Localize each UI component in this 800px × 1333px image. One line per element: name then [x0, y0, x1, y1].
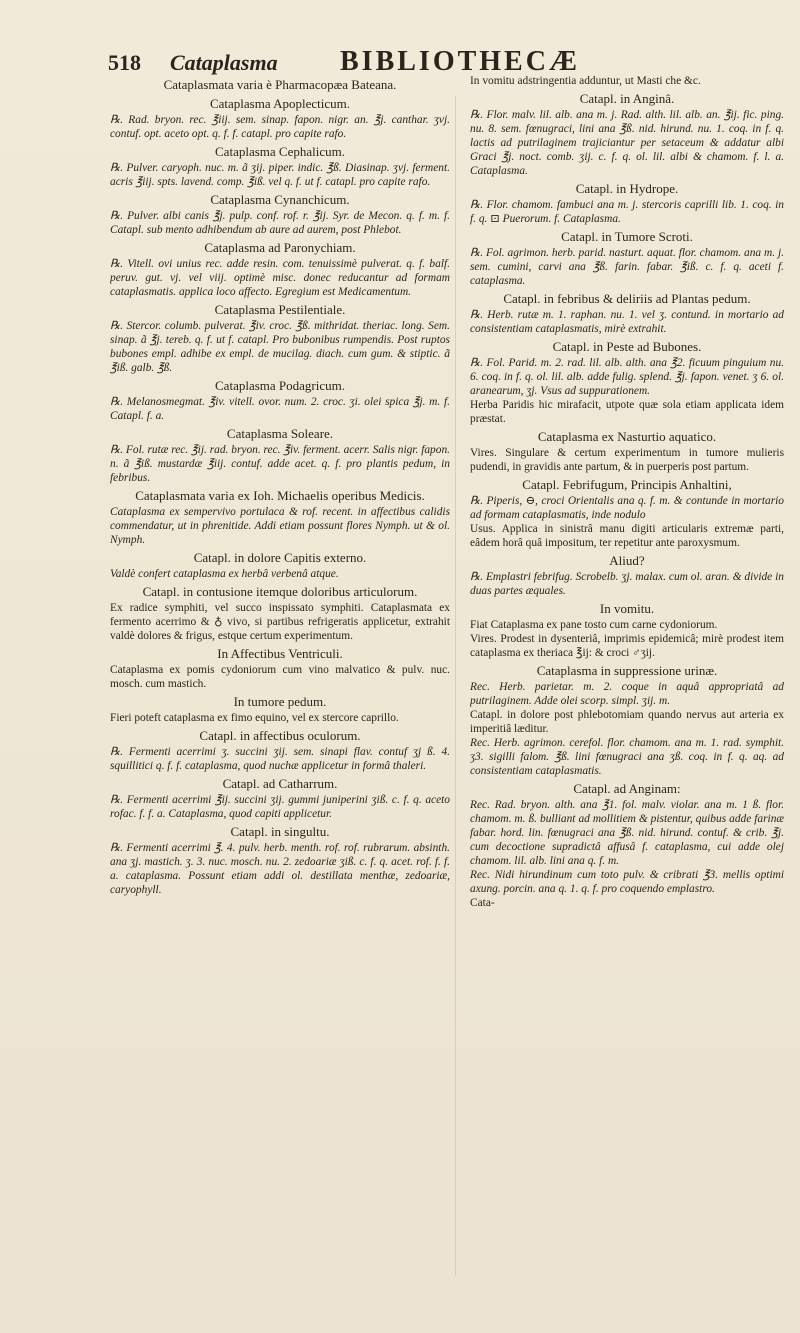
paragraph: ℞. Rad. bryon. rec. ℥iij. sem. sinap. fapon. nigr. an. ℥j. canthar. ʒvj. contuf. opt. aceto opt. q. f. f. catapl. pro capite rafo.	[110, 114, 450, 140]
page-title: BIBLIOTHECÆ	[340, 46, 580, 77]
paragraph: Fiat Cataplasma ex pane tosto cum carne cydoniorum.	[470, 619, 718, 631]
page-number: 518	[108, 50, 141, 75]
section-heading: Cataplasma Pestilentiale.	[214, 302, 346, 317]
section-heading: Aliud?	[609, 553, 645, 568]
paragraph: ℞. Pulver. caryoph. nuc. m. ã ʒij. piper. indic. ℥ß. Diasinap. ʒvj. ferment. acris ℥iij. spts. lavend. comp. ℥iß. vel q. f. ut f. catapl. pro capite rafo.	[110, 162, 450, 188]
paragraph: Rec. Herb. agrimon. cerefol. flor. chamom. ana m. 1. rad. symphit. ʒ3. sigilli falom. ℥ß. lini fœnugraci ana ʒß. coq. in f. q. aq. ad consistentiam cataplasmatis.	[470, 737, 784, 777]
section-heading: Catapl. ad Anginam:	[573, 781, 681, 796]
paragraph: ℞. Pulver. albi canis ℥j. pulp. conf. rof. r. ℥ij. Syr. de Mecon. q. f. m. f. Catapl. sub mento adhibendum ab aure ad aurem, post Phlebot.	[110, 210, 450, 236]
section-heading: Catapl. in contusione itemque doloribus articulorum.	[142, 584, 418, 599]
paragraph: Rec. Rad. bryon. alth. ana ℥1. fol. malv. violar. ana m. 1 ß. flor. chamom. m. ß. bulliant ad mollitiem & pistentur, quibus adde farinæ fabar. hord. lin. fœnugraci ana ℥ß. nid. hirund. contuf. & crib. ℥j. cum decoctione supradictâ affusâ f. cataplasma, cui adde olej chamom. lil. alb. lini ana q. f. m.	[470, 799, 784, 867]
paragraph: Rec. Herb. parietar. m. 2. coque in aquâ appropriatâ ad putrilaginem. Adde olei scorp. simpl. ʒij. m.	[470, 681, 784, 707]
paragraph: ℞. Emplastri febrifug. Scrobelb. ʒj. malax. cum ol. aran. & divide in duas partes æquales.	[470, 571, 784, 597]
paragraph: Cataplasma ex sempervivo portulaca & rof. recent. in affectibus calidis commendatur, ut in phrenitide. Addi etiam possunt flores Nymph. ut & ol. Nymph.	[110, 506, 450, 546]
section-heading: In vomitu.	[599, 601, 655, 616]
section-heading: Cataplasma Podagricum.	[215, 378, 345, 393]
paragraph: Cataplasma ex pomis cydoniorum cum vino malvatico & pulv. nuc. mosch. cum mastich.	[110, 664, 450, 690]
section-heading: Cataplasma in suppressione urinæ.	[536, 663, 718, 678]
paragraph: Cata-	[470, 897, 495, 909]
paragraph: ℞. Fol. rutæ rec. ℥ij. rad. bryon. rec. ℥iv. ferment. acerr. Salis nigr. fapon. n. ã ℥iß. mustardæ ℥iij. contuf. adde acet. q. f. pro plantis pedum, in febribus.	[110, 444, 450, 484]
section-heading: Cataplasma Cynanchicum.	[210, 192, 350, 207]
section-heading: Catapl. in febribus & deliriis ad Plantas pedum.	[503, 291, 751, 306]
section-heading: Cataplasmata varia è Pharmacopæa Bateana.	[163, 77, 397, 92]
paragraph: ℞. Fermenti acerrimi ʒ. succini ʒij. sem. sinapi flav. contuf ʒj ß. 4. squillitici q. f. f. cataplasma, quod nuchæ applicetur in formâ thaleri.	[110, 746, 450, 772]
paragraph: ℞. Stercor. columb. pulverat. ℥iv. croc. ℥ß. mithridat. theriac. long. Sem. sinap. ã ℥j. tereb. q. f. ut f. catapl. Pro bubonibus rumpendis. Post ruptos bubones empl. adhibe ex empl. de mucilag. diach. cum gum. & stiptic. ã ℥iß. galb. ℥ß.	[110, 320, 450, 374]
section-heading: Cataplasma Cephalicum.	[215, 144, 345, 159]
paragraph: Fieri poteft cataplasma ex fimo equino, vel ex stercore caprillo.	[110, 712, 399, 724]
paragraph: ℞. Fermenti acerrimi ℥ij. succini ʒij. gummi juniperini ʒiß. c. f. q. aceto rofac. f. f. a. Cataplasma, quod capiti applicetur.	[110, 794, 450, 820]
paragraph: ℞. Melanosmegmat. ℥iv. vitell. ovor. num. 2. croc. ʒi. olei spica ℥j. m. f. Catapl. f. a.	[110, 396, 450, 422]
section-heading: Catapl. in singultu.	[230, 824, 330, 839]
paragraph: ℞. Flor. malv. lil. alb. ana m. j. Rad. alth. lil. alb. an. ℥ij. fic. ping. nu. 8. sem. fœnugraci, lini ana ℥ß. nid. hirund. nu. 1. coq. in f. q. lactis ad putrilaginem trajiciantur per setaceum & addatur albi Graci ℥j. noct. comb. ʒij. c. f. q. ol. lil. albi & chamom. f. l. a. Cataplasma.	[470, 109, 784, 177]
paragraph: ℞. Fol. agrimon. herb. parid. nasturt. aquat. flor. chamom. ana m. j. sem. cumini, carvi ana ℥ß. farin. fabar. ℥iß. c. f. q. aceti f. cataplasma.	[470, 247, 784, 287]
paragraph: Rec. Nidi hirundinum cum toto pulv. & cribrati ℥3. mellis optimi axung. porcin. ana q. 1. q. f. pro coquendo emplastro.	[470, 869, 784, 895]
paragraph: ℞. Vitell. ovi unius rec. adde resin. com. tenuissimè pulverat. q. f. balf. peruv. gut. vj. vel viij. optimè misc. donec reducantur ad formam cataplasmatis. applica loco affecto. Egregium est Medicamentum.	[110, 258, 450, 298]
paragraph: In vomitu adstringentia adduntur, ut Masti che &c.	[470, 75, 701, 87]
section-heading: Cataplasma ad Paronychiam.	[204, 240, 356, 255]
paragraph: Catapl. in dolore post phlebotomiam quando nervus aut arteria ex imperitiâ læditur.	[470, 709, 784, 735]
section-heading: Catapl. in Peste ad Bubones.	[552, 339, 702, 354]
paragraph: ℞. Fermenti acerrimi ℥. 4. pulv. herb. menth. rof. rof. rubrarum. absinth. ana ʒj. mastich. ʒ. 3. nuc. mosch. nu. 2. zedoariæ ʒiß. c. f. q. acet. rof. f. f. a. cataplasma. Possunt etiam addi ol. destillata menthæ, zedoariæ, caryophyll.	[110, 842, 450, 896]
paragraph: Vires. Prodest in dysenteriâ, imprimis epidemicâ; mirè prodest item cataplasma ex theriaca ℥ij: & croci ♂ʒij.	[470, 633, 784, 659]
paragraph: ℞. Flor. chamom. fambuci ana m. j. stercoris caprilli lib. 1. coq. in f. q. ⊡ Puerorum. f. Cataplasma.	[470, 199, 784, 225]
section-heading: Cataplasma ex Nasturtio aquatico.	[537, 429, 717, 444]
paragraph: ℞. Herb. rutæ m. 1. raphan. nu. 1. vel ʒ. contund. in mortario ad consistentiam cataplasmatis, mirè extrahit.	[470, 309, 784, 335]
section-heading: In tumore pedum.	[233, 694, 327, 709]
paragraph: Herba Paridis hic mirafacit, utpote quæ sola etiam applicata idem præstat.	[470, 399, 784, 425]
section-heading: Catapl. in affectibus oculorum.	[199, 728, 361, 743]
section-heading: Cataplasma Soleare.	[226, 426, 334, 441]
paragraph: Ex radice symphiti, vel succo inspissato symphiti. Cataplasmata ex fermento acerrimo & ♁ vivo, si partibus refrigeratis applicetur, extrahit valdè dolores & frigus, estque certum experimentum.	[110, 602, 450, 642]
section-heading: Catapl. in Tumore Scroti.	[561, 229, 693, 244]
section-heading: Catapl. in Hydrope.	[575, 181, 679, 196]
section-heading: Catapl. ad Catharrum.	[222, 776, 338, 791]
running-head: Cataplasma	[170, 50, 278, 75]
paragraph: Valdè confert cataplasma ex herbâ verbenâ atque.	[110, 568, 339, 580]
paragraph: ℞. Fol. Parid. m. 2. rad. lil. alb. alth. ana ℥2. ficuum pinguium nu. 6. coq. in f. q. ol. lil. alb. adde fulig. splend. ℥j. fapon. venet. ʒ 6. ol. aranearum, ʒj. Vsus ad suppurationem.	[470, 357, 784, 397]
column-divider	[455, 96, 456, 1276]
paragraph: ℞. Piperis, ⊖, croci Orientalis ana q. f. m. & contunde in mortario ad formam cataplasmatis, inde nodulo	[470, 495, 784, 521]
section-heading: Cataplasmata varia ex Ioh. Michaelis operibus Medicis.	[135, 488, 425, 503]
left-column	[110, 74, 450, 897]
section-heading: In Affectibus Ventriculi.	[217, 646, 343, 661]
right-column	[470, 74, 784, 910]
section-heading: Catapl. Febrifugum, Principis Anhaltini,	[522, 477, 732, 492]
page-header	[108, 44, 798, 78]
section-heading: Catapl. in dolore Capitis externo.	[193, 550, 367, 565]
section-heading: Catapl. in Anginâ.	[579, 91, 675, 106]
section-heading: Cataplasma Apoplecticum.	[209, 96, 351, 111]
paragraph: Vires. Singulare & certum experimentum in tumore mulieris pudendi, in gravidis ante partum, & in puerperis post partum.	[470, 447, 784, 473]
paragraph: Usus. Applica in sinistrâ manu digiti articularis extremæ parti, eâdem horâ quâ impositum, ter repetitur ante paroxysmum.	[470, 523, 784, 549]
